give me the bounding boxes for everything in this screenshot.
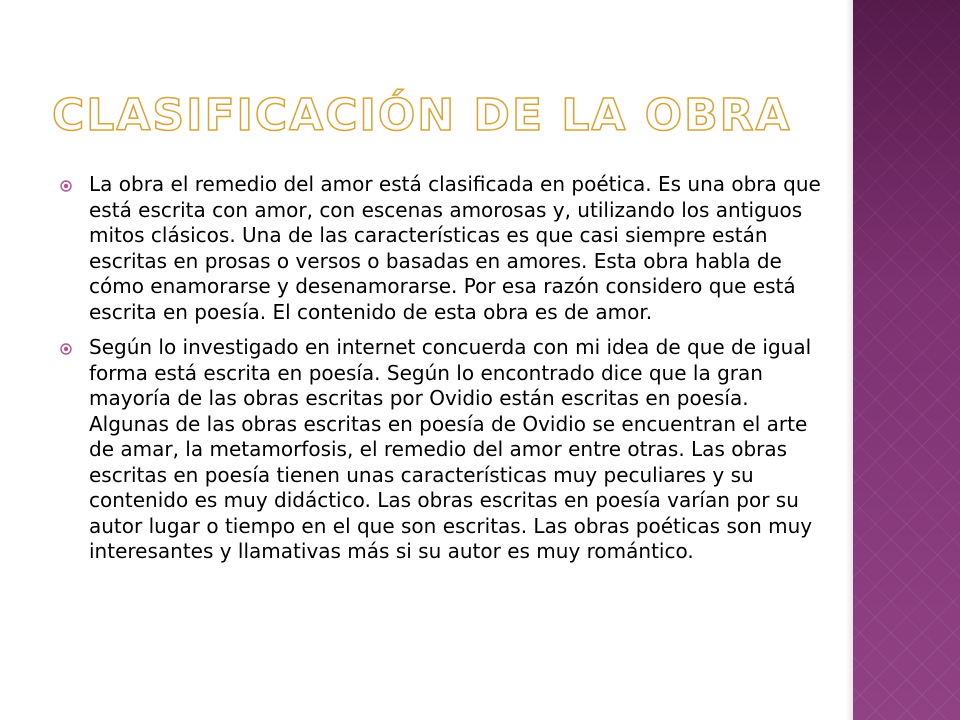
side-band-edge bbox=[846, 0, 853, 720]
bullet-paragraph-2 bbox=[60, 335, 830, 565]
decorative-side-band bbox=[853, 0, 960, 720]
circled-dot-bullet-icon bbox=[60, 180, 72, 192]
paragraph-text: La obra el remedio del amor está clasificada en poética. Es una obra que está escrita con amor, con escenas amorosas y, utilizando los antiguos mitos clásicos. Una de las características es que casi siempre están escritas en prosas o versos o basadas en amores. Esta obra habla de cómo enamorarse y desenamorarse. Por esa razón considero que está escrita en poesía. El contenido de esta obra es de amor. bbox=[89, 172, 821, 324]
slide-title: CLASIFICACIÓN DE LA OBRA bbox=[52, 90, 792, 141]
bullet-paragraph-1 bbox=[60, 172, 830, 325]
paragraph-text: Según lo investigado en internet concuerda con mi idea de que de igual forma está escrita en poesía. Según lo encontrado dice que la gran mayoría de las obras escritas por Ovidio están escritas en poesía. Algunas de las obras escritas en poesía de Ovidio se encuentran el arte de amar, la metamorfosis, el remedio del amor entre otras. Las obras escritas en poesía tienen unas características muy peculiares y su contenido es muy didáctico. Las obras escritas en poesía varían por su autor lugar o tiempo en el que son escritas. Las obras poéticas son muy interesantes y llamativas más si su autor es muy romántico. bbox=[89, 335, 813, 563]
slide-body bbox=[60, 172, 830, 575]
circled-dot-bullet-icon bbox=[60, 343, 72, 355]
